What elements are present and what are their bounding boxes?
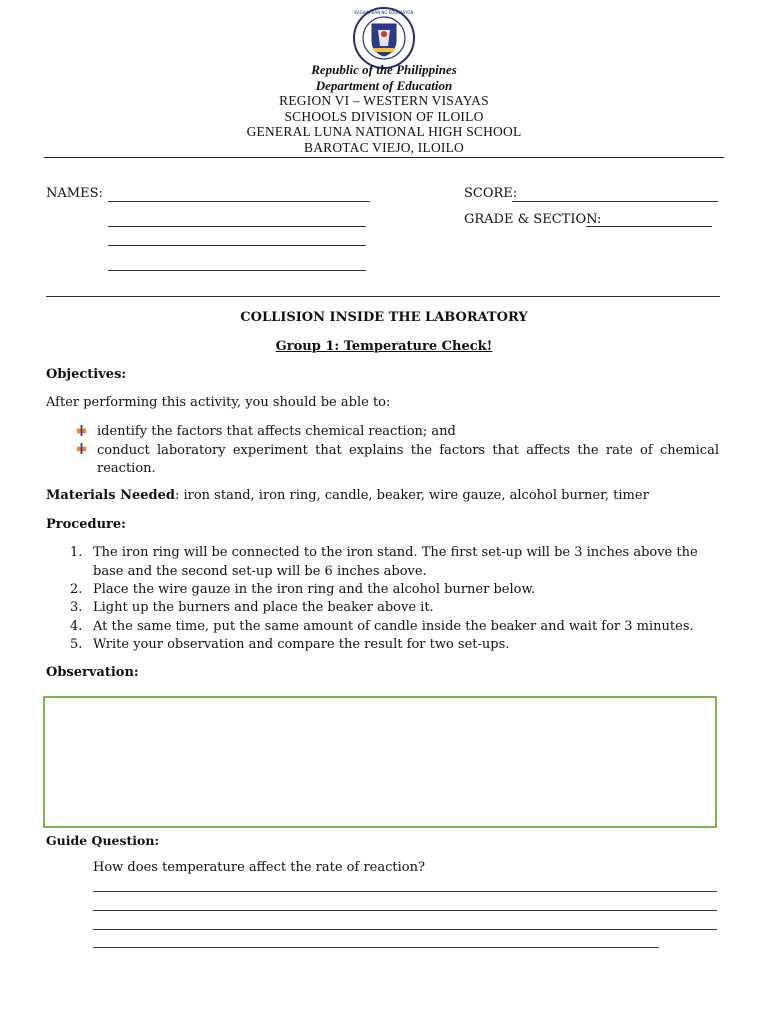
materials-text: : iron stand, iron ring, candle, beaker, wire gauze, alcohol burner, timer (174, 488, 649, 503)
grade-section-label: GRADE & SECTION: (464, 212, 602, 227)
activity-title: COLLISION INSIDE THE LABORATORY (240, 310, 528, 325)
pin-bullet-icon (76, 443, 87, 454)
guide-question-heading: Guide Question: (46, 833, 160, 848)
names-label: NAMES: (46, 186, 103, 201)
deped-seal-logo (348, 6, 420, 70)
objective-item-1: identify the factors that affects chemical reaction; and (97, 424, 456, 439)
procedure-step-number: 1. (70, 545, 83, 560)
procedure-step-number: 5. (70, 637, 83, 652)
procedure-step-1-line-1: The iron ring will be connected to the iron stand. The first set-up will be 3 inches above the (93, 545, 698, 560)
name-line-4[interactable] (108, 270, 366, 271)
procedure-step-number: 2. (70, 582, 83, 597)
department-heading: Department of Education (315, 78, 453, 93)
answer-line-1[interactable] (93, 891, 717, 892)
answer-line-3[interactable] (93, 929, 717, 930)
procedure-step-2: Place the wire gauze in the iron ring and the alcohol burner below. (93, 582, 536, 597)
name-line-1[interactable] (108, 201, 370, 202)
activity-subtitle: Group 1: Temperature Check! (275, 339, 493, 354)
division-heading: SCHOOLS DIVISION OF ILOILO (284, 109, 484, 124)
observation-box[interactable] (43, 696, 717, 828)
procedure-step-number: 3. (70, 600, 83, 615)
score-line[interactable] (512, 201, 718, 202)
procedure-step-4: At the same time, put the same amount of candle inside the beaker and wait for 3 minutes. (93, 619, 694, 634)
region-heading: REGION VI – WESTERN VISAYAS (279, 93, 489, 108)
address-heading: BAROTAC VIEJO, ILOILO (304, 140, 464, 155)
guide-question-text: How does temperature affect the rate of reaction? (93, 860, 425, 875)
form-divider (46, 296, 720, 297)
score-label: SCORE: (464, 186, 518, 201)
grade-section-line[interactable] (586, 226, 712, 227)
school-heading: GENERAL LUNA NATIONAL HIGH SCHOOL (246, 124, 522, 139)
procedure-step-1-line-2: base and the second set-up will be 6 inches above. (93, 564, 427, 579)
procedure-step-3: Light up the burners and place the beaker above it. (93, 600, 434, 615)
name-line-3[interactable] (108, 245, 366, 246)
republic-heading: Republic of the Philippines (311, 62, 457, 77)
objectives-intro: After performing this activity, you should be able to: (46, 395, 391, 410)
procedure-step-5: Write your observation and compare the result for two set-ups. (93, 637, 510, 652)
procedure-step-number: 4. (70, 619, 83, 634)
objectives-heading: Objectives: (46, 367, 127, 382)
answer-line-4[interactable] (93, 947, 659, 948)
procedure-heading: Procedure: (46, 517, 126, 532)
answer-line-2[interactable] (93, 910, 717, 911)
materials-line (46, 488, 649, 503)
name-line-2[interactable] (108, 226, 366, 227)
objective-item-2: conduct laboratory experiment that explains the factors that affects the rate of chemical reaction. (97, 443, 719, 476)
observation-heading: Observation: (46, 665, 139, 680)
seal-text: KAGAWARAN NG EDUKASYON (354, 10, 414, 15)
materials-heading: Materials Needed (46, 488, 175, 503)
header-divider (44, 157, 724, 158)
pin-bullet-icon (76, 425, 87, 436)
